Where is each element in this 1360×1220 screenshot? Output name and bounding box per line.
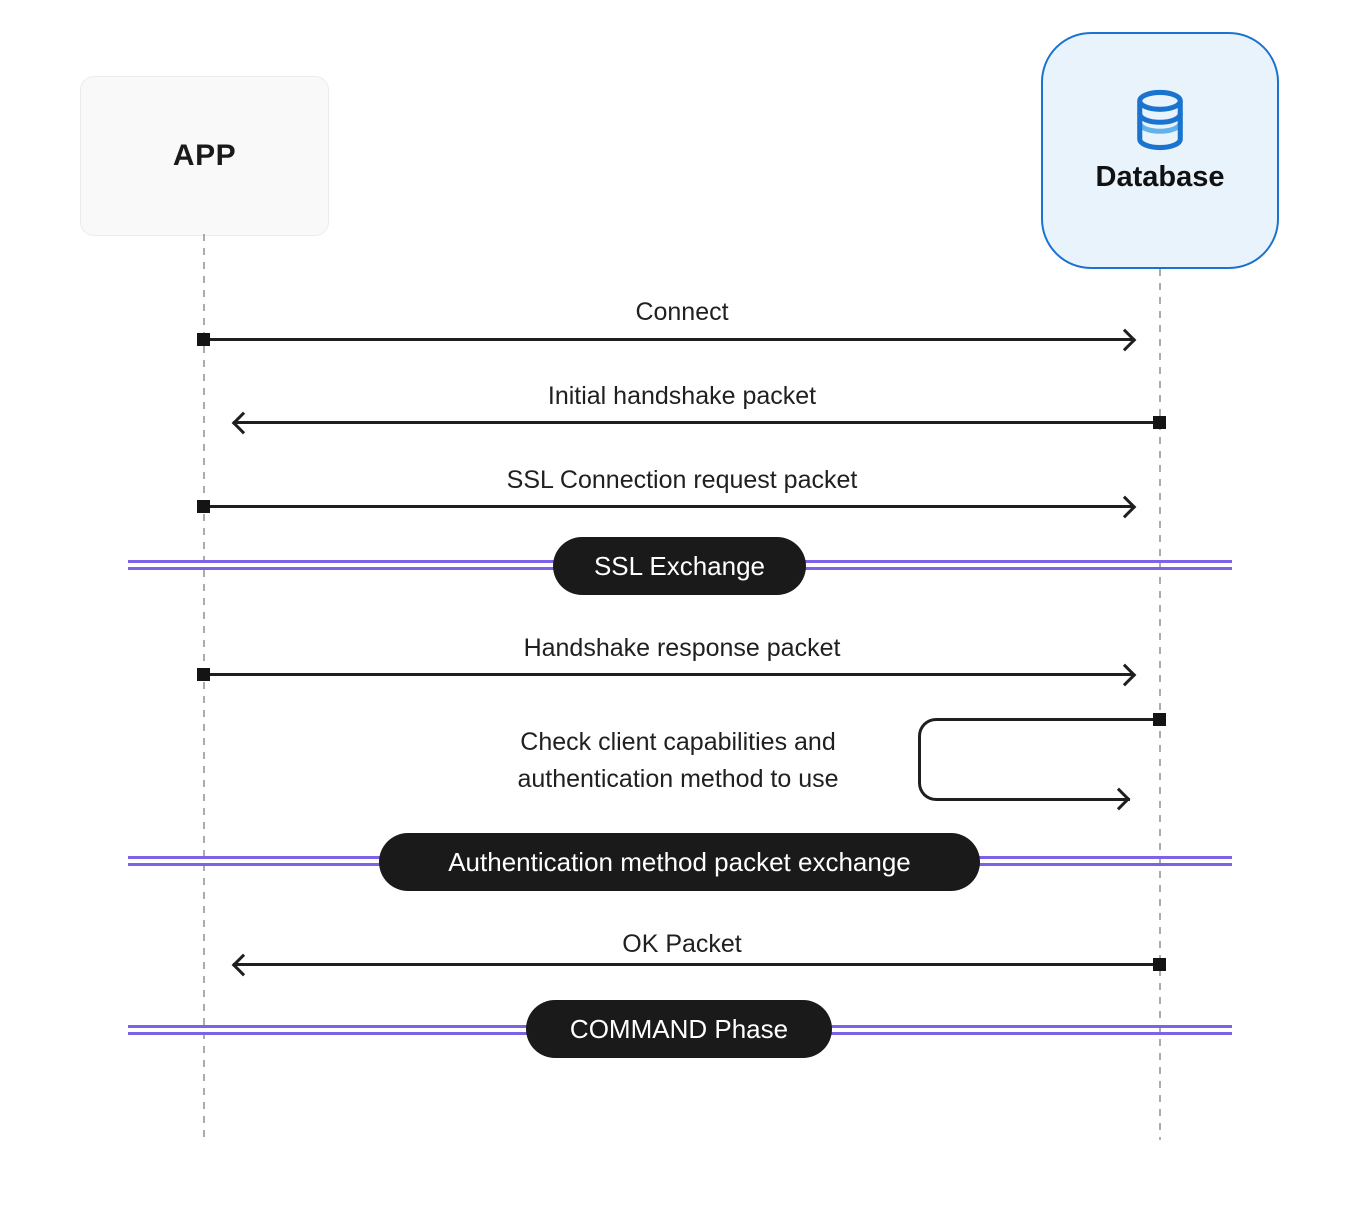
message-connect-label: Connect xyxy=(635,298,729,326)
ssl-exchange-phase-label: SSL Exchange xyxy=(593,550,766,581)
message-check-capabilities-origin-marker xyxy=(1153,713,1166,726)
actor-database-label: Database xyxy=(1095,161,1225,193)
message-initial-handshake-line xyxy=(233,421,1160,424)
actor-app-box xyxy=(80,76,329,236)
message-connect-line xyxy=(204,338,1132,341)
message-ssl-request-line xyxy=(204,505,1132,508)
message-handshake-response-origin-marker xyxy=(197,668,210,681)
actor-database-box xyxy=(1041,32,1279,269)
database-lifeline xyxy=(1159,269,1161,1140)
message-connect-arrowhead-icon xyxy=(1114,329,1137,352)
message-handshake-response-label: Handshake response packet xyxy=(523,634,841,662)
message-ssl-request-arrowhead-icon xyxy=(1114,496,1137,519)
message-initial-handshake-origin-marker xyxy=(1153,416,1166,429)
auth-exchange-phase-label: Authentication method packet exchange xyxy=(448,846,911,877)
message-check-capabilities-loop xyxy=(918,718,1130,801)
ssl-exchange-phase-pill xyxy=(553,537,806,595)
message-check-capabilities-label-line2: authentication method to use xyxy=(517,765,839,793)
message-initial-handshake-arrowhead-icon xyxy=(232,412,255,435)
message-ssl-request-label: SSL Connection request packet xyxy=(506,466,858,494)
auth-exchange-phase-pill xyxy=(379,833,980,891)
app-lifeline xyxy=(203,234,205,1140)
message-connect-origin-marker xyxy=(197,333,210,346)
message-initial-handshake-label: Initial handshake packet xyxy=(547,382,817,410)
message-ssl-request-origin-marker xyxy=(197,500,210,513)
message-ok-packet-label: OK Packet xyxy=(622,930,742,958)
message-ok-packet-arrowhead-icon xyxy=(232,954,255,977)
message-handshake-response-arrowhead-icon xyxy=(1114,664,1137,687)
message-ok-packet-origin-marker xyxy=(1153,958,1166,971)
message-handshake-response-line xyxy=(204,673,1132,676)
message-check-capabilities-label-line1: Check client capabilities and xyxy=(520,728,836,756)
actor-app-label: APP xyxy=(172,139,237,172)
database-icon xyxy=(1133,89,1187,151)
command-phase-pill xyxy=(526,1000,832,1058)
message-ok-packet-line xyxy=(233,963,1160,966)
command-phase-label: COMMAND Phase xyxy=(569,1013,789,1044)
message-check-capabilities-label xyxy=(517,724,838,798)
